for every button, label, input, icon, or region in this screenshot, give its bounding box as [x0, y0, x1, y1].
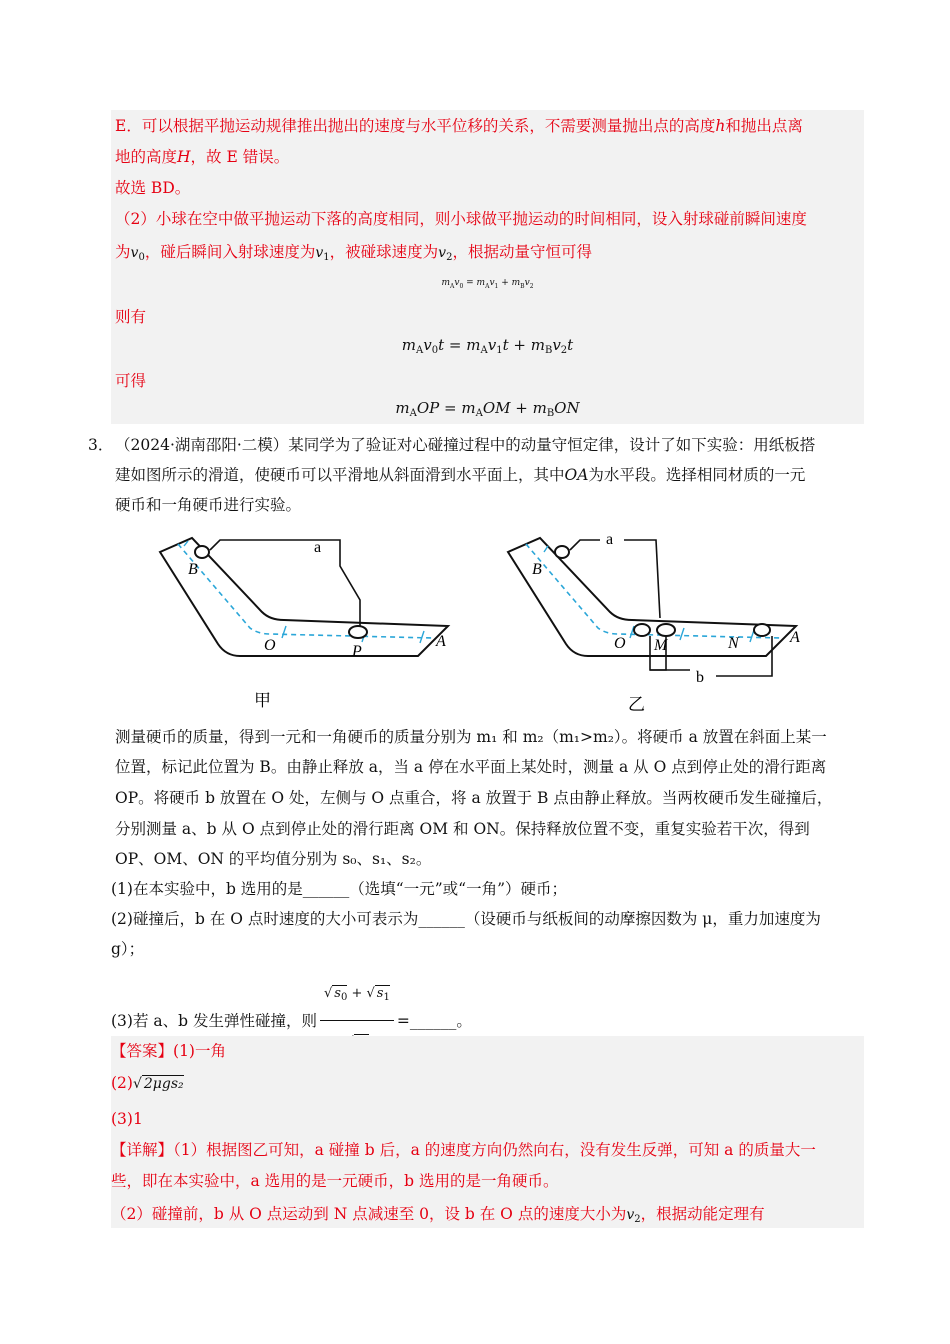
track-outline: [508, 538, 796, 656]
question-para-2: 位置，标记此位置为 B。由静止释放 a，当 a 停在水平面上某处时，测量 a 从 O 点到停止处的滑行距离: [115, 758, 827, 776]
equation-momentum-velocity: $m_Av_0 = m_Av_1 + m_Bv_2$: [441, 278, 534, 290]
equation-momentum-distance: $m_AOP = m_AOM + m_BON$: [395, 399, 580, 419]
label-B: B: [188, 561, 198, 578]
label-M: M: [654, 637, 668, 654]
label-O: O: [614, 635, 626, 652]
solution-can: 可得: [115, 372, 147, 390]
var-v2: $v_2$: [438, 245, 453, 263]
solution-part2-cont: 为$v_0$，碰后瞬间入射球速度为$v_1$，被碰球速度为$v_2$，根据动量守恒可得: [115, 243, 592, 263]
answer-line-2: (2)√ 2μgs₂: [111, 1074, 184, 1092]
solution-line-e-cont: 地的高度H，故 E 错误。: [115, 148, 290, 166]
label-P: P: [352, 643, 362, 660]
coin-a-at-b: [555, 546, 569, 558]
question-line-2: 建如图所示的滑道，使硬币可以平滑地从斜面滑到水平面上，其中OA为水平段。选择相同材质的一元: [115, 466, 806, 484]
label-N: N: [728, 635, 739, 652]
question-sub-2-cont: g）；: [111, 940, 145, 958]
solution-line-e: E．可以根据平抛运动规律推出抛出的速度与水平位移的关系，不需要测量抛出点的高度h和抛出点离: [115, 117, 803, 135]
ratio-fraction: √ $s_0$ + √ $s_1$: [320, 974, 394, 1067]
caption-yi: 乙: [628, 695, 645, 714]
coin-b-at-n: [754, 624, 770, 636]
detail-line-3: （2）碰撞前，b 从 O 点运动到 N 点减速至 0，设 b 在 O 点的速度大小为$v_2$，根据动能定理有: [111, 1205, 765, 1225]
answer-line-3: (3)1: [111, 1110, 143, 1128]
figure-yi: [500, 530, 820, 720]
question-sub-2: (2)碰撞后，b 在 O 点时速度的大小可表示为______（设硬币与纸板间的动摩擦因数为 μ，重力加速度为: [111, 910, 821, 928]
var-v2: $v_2$: [626, 1207, 641, 1225]
var-v0: $v_0$: [130, 245, 145, 263]
label-O: O: [264, 637, 276, 654]
question-sub-1: (1)在本实验中，b 选用的是______（选填“一元”或“一角”）硬币；: [111, 880, 568, 898]
solution-then: 则有: [115, 308, 147, 326]
question-para-1: 测量硬币的质量，得到一元和一角硬币的质量分别为 m₁ 和 m₂（m₁>m₂）。将硬币 a 放置在斜面上某一: [115, 728, 827, 746]
label-a: a: [606, 531, 614, 548]
label-b: b: [696, 669, 704, 686]
answer-line-1: 【答案】(1)一角: [111, 1042, 226, 1060]
figure-jia: [150, 530, 460, 720]
label-a: a: [314, 539, 322, 556]
label-A: A: [436, 633, 446, 650]
var-v1: $v_1$: [315, 245, 330, 263]
question-sub-3: (3)若 a、b 发生弹性碰撞，则 √ $s_0$ + √ $s_1$ =______。: [111, 974, 472, 1067]
question-para-4: 分别测量 a、b 从 O 点到停止处的滑行距离 OM 和 ON。保持释放位置不变，重复实验若干次，得到: [115, 820, 810, 838]
question-number: 3．: [88, 436, 114, 454]
coin-a-at-m: [634, 624, 650, 636]
solution-choose: 故选 BD。: [115, 179, 191, 197]
coin-a-at-b: [195, 546, 209, 558]
detail-line-1: 【详解】（1）根据图乙可知，a 碰撞 b 后，a 的速度方向仍然向右，没有发生反弹，可知 a 的质量大一: [111, 1141, 816, 1159]
coin-b-at-o: [657, 624, 675, 636]
coin-a-at-p: [349, 626, 367, 638]
question-line-3: 硬币和一角硬币进行实验。: [115, 496, 302, 514]
detail-line-2: 些，即在本实验中，a 选用的是一元硬币，b 选用的是一角硬币。: [111, 1172, 559, 1190]
question-para-3: OP。将硬币 b 放置在 O 处，左侧与 O 点重合，将 a 放置于 B 点由静止释放。当两枚硬币发生碰撞后，: [115, 789, 833, 807]
question-para-5: OP、OM、ON 的平均值分别为 s₀、s₁、s₂。: [115, 850, 432, 868]
caption-jia-text: 甲: [254, 691, 271, 710]
answer-box: [111, 1036, 864, 1228]
solution-part2: （2）小球在空中做平抛运动下落的高度相同，则小球做平抛运动的时间相同，设入射球碰前瞬间速度: [115, 210, 807, 228]
equation-momentum-time: $m_Av_0t = m_Av_1t + m_Bv_2t$: [401, 336, 574, 356]
label-B: B: [532, 561, 542, 578]
label-A: A: [790, 629, 800, 646]
question-line-1: （2024·湖南邵阳·二模）某同学为了验证对心碰撞过程中的动量守恒定律，设计了如下实验：用纸板搭: [115, 436, 816, 454]
